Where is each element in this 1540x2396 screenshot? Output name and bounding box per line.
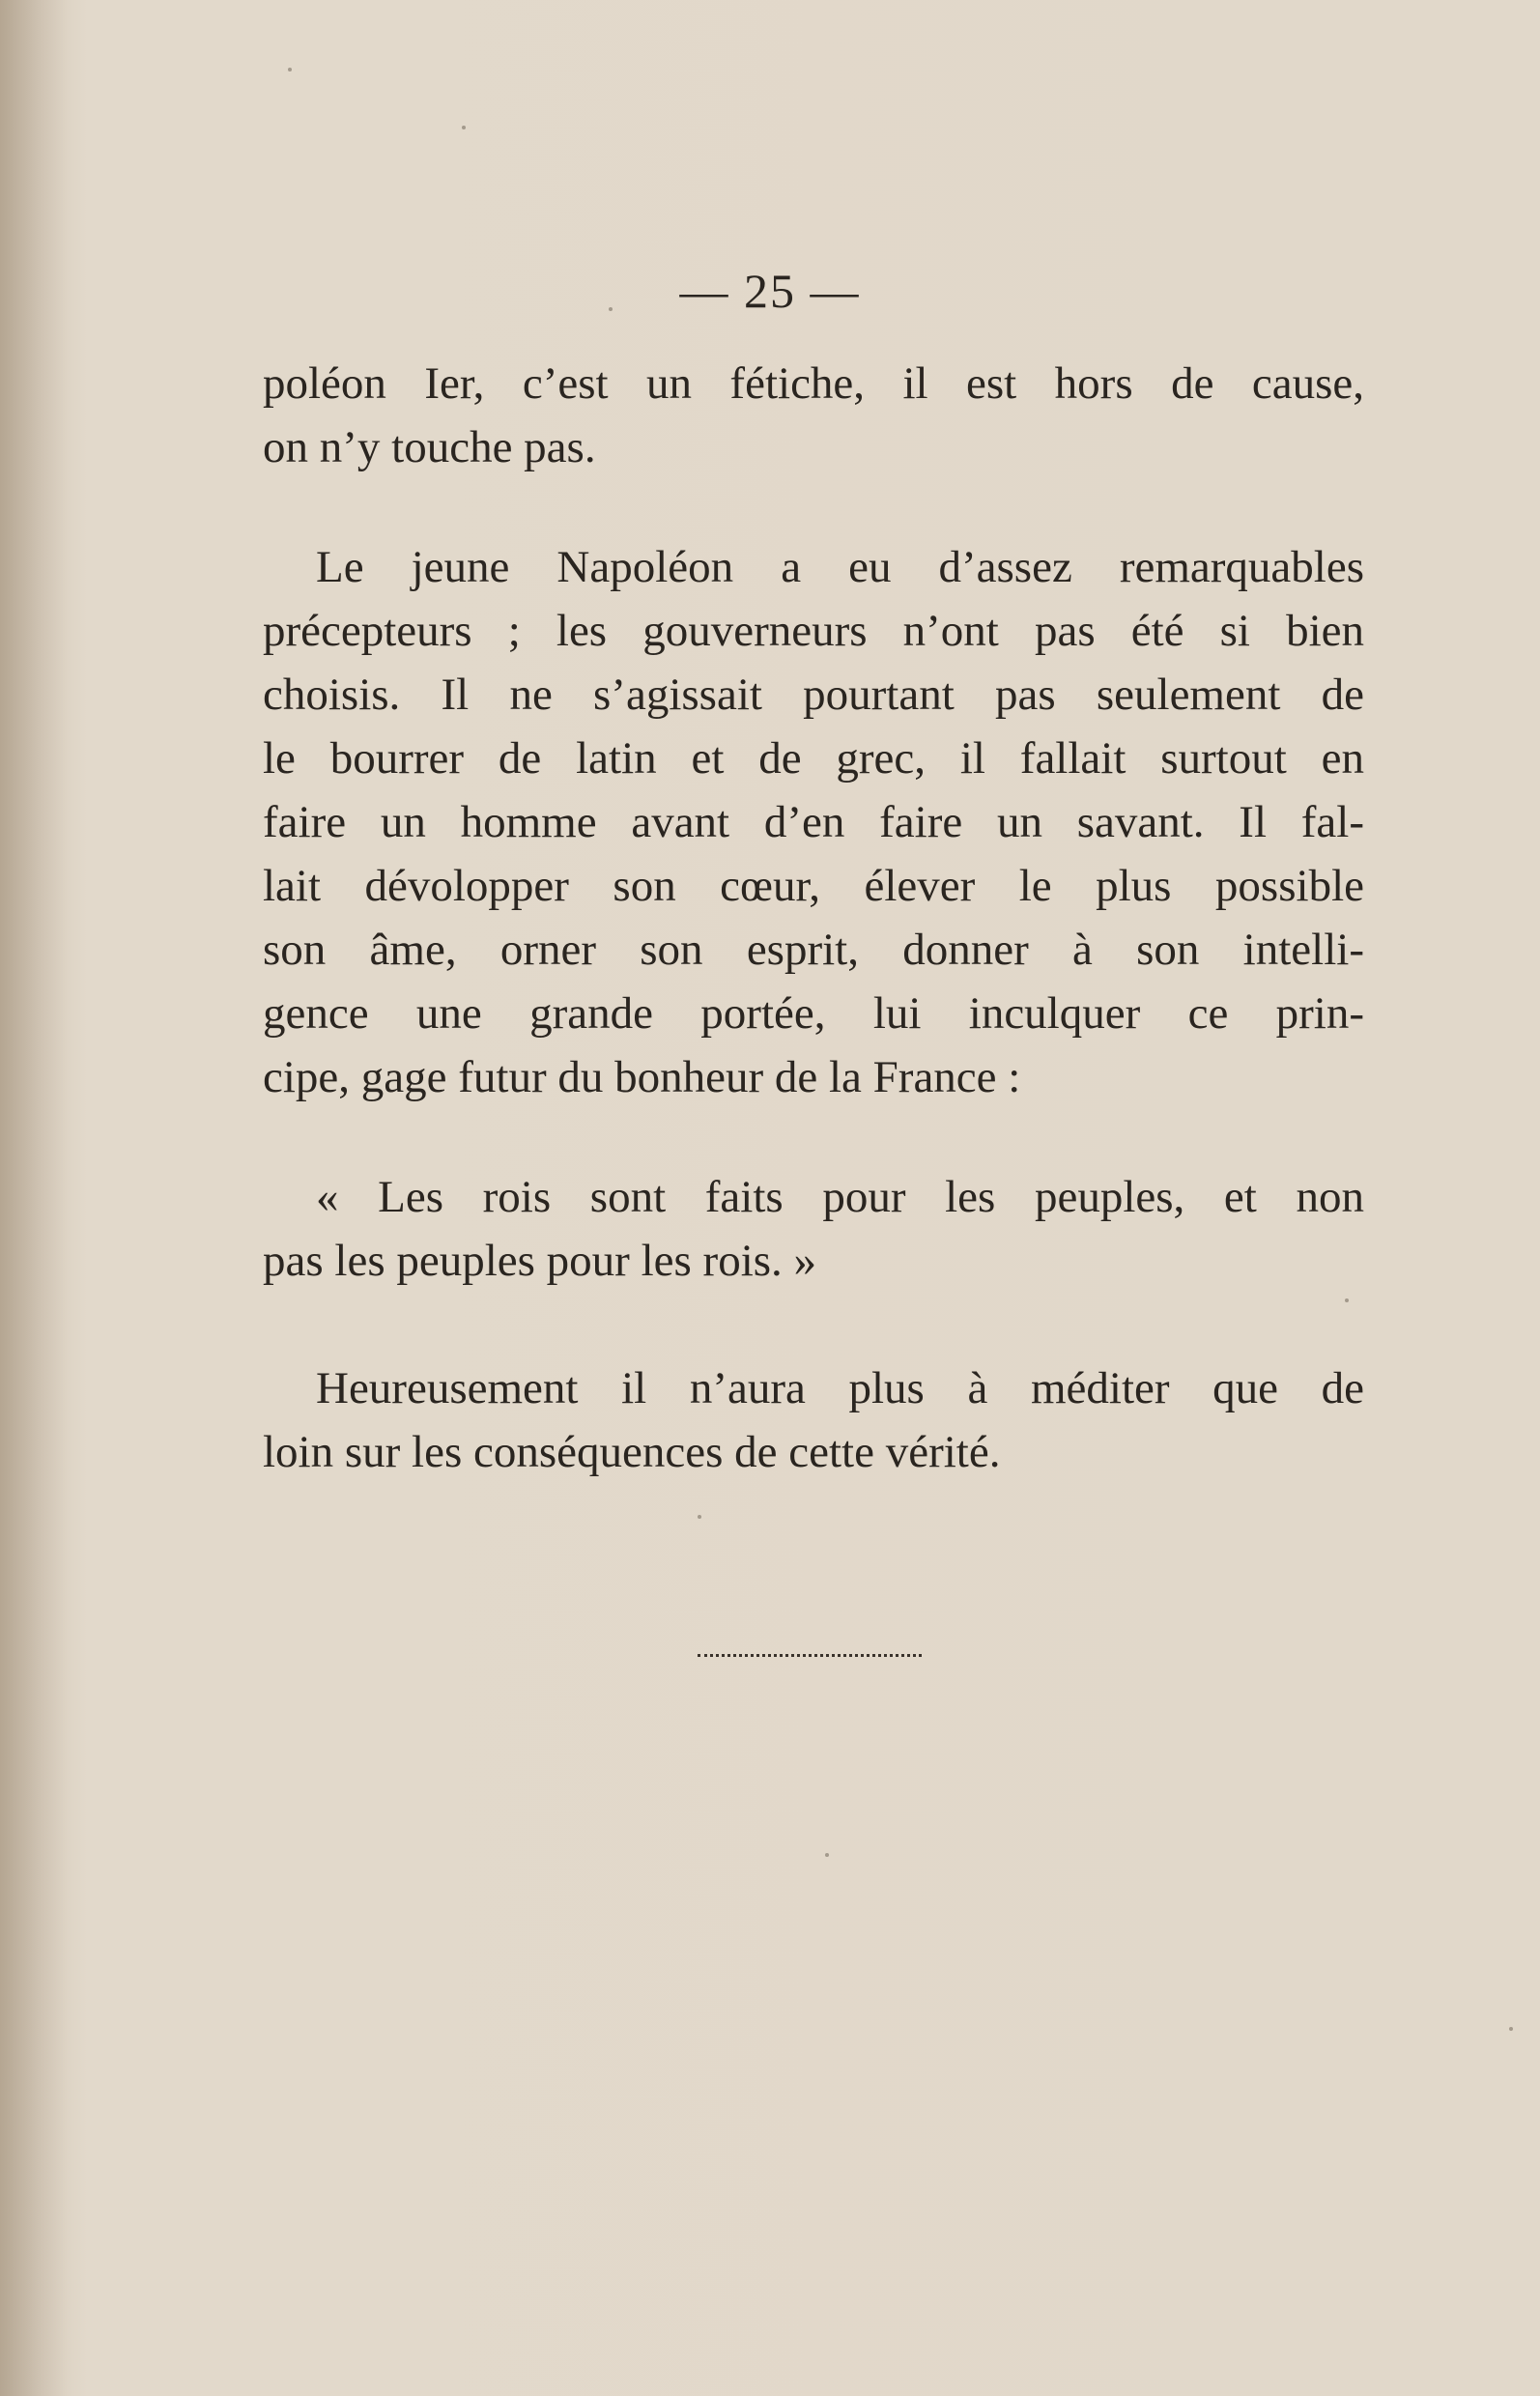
text-line: « Les rois sont faits pour les peuples, et non (316, 1172, 1364, 1222)
text-line: loin sur les conséquences de cette vérité. (263, 1427, 1001, 1477)
paragraph (263, 1356, 1364, 1484)
paper-speck (1345, 1298, 1349, 1302)
text-line: poléon Ier, c’est un fétiche, il est hors de cause, (263, 358, 1364, 409)
text-line: le bourrer de latin et de grec, il fallait surtout en (263, 733, 1364, 784)
text-line: on n’y touche pas. (263, 422, 596, 472)
text-line: Heureusement il n’aura plus à méditer que de (316, 1363, 1364, 1413)
text-line: son âme, orner son esprit, donner à son intelli- (263, 925, 1364, 975)
paper-speck (462, 126, 466, 129)
text-line: pas les peuples pour les rois. » (263, 1236, 817, 1286)
text-line: précepteurs ; les gouverneurs n’ont pas été si bien (263, 606, 1364, 656)
text-line: faire un homme avant d’en faire un savant. Il fal- (263, 797, 1364, 847)
paper-speck (288, 68, 292, 71)
paper-speck (1509, 2027, 1513, 2031)
gutter-shadow (0, 0, 68, 2396)
text-line: gence une grande portée, lui inculquer ce prin- (263, 988, 1364, 1039)
text-line: choisis. Il ne s’agissait pourtant pas seulement de (263, 670, 1364, 720)
paper-speck (825, 1853, 829, 1857)
page-number: — 25 — (679, 264, 861, 318)
quotation (263, 1165, 1364, 1293)
paper-speck (698, 1515, 701, 1519)
text-line: Le jeune Napoléon a eu d’assez remarquables (316, 542, 1364, 592)
text-line: cipe, gage futur du bonheur de la France : (263, 1052, 1021, 1102)
end-ornament-rule (698, 1654, 922, 1661)
text-line: lait dévolopper son cœur, élever le plus possible (263, 861, 1364, 911)
paragraph (263, 535, 1364, 1109)
paragraph (263, 352, 1364, 479)
